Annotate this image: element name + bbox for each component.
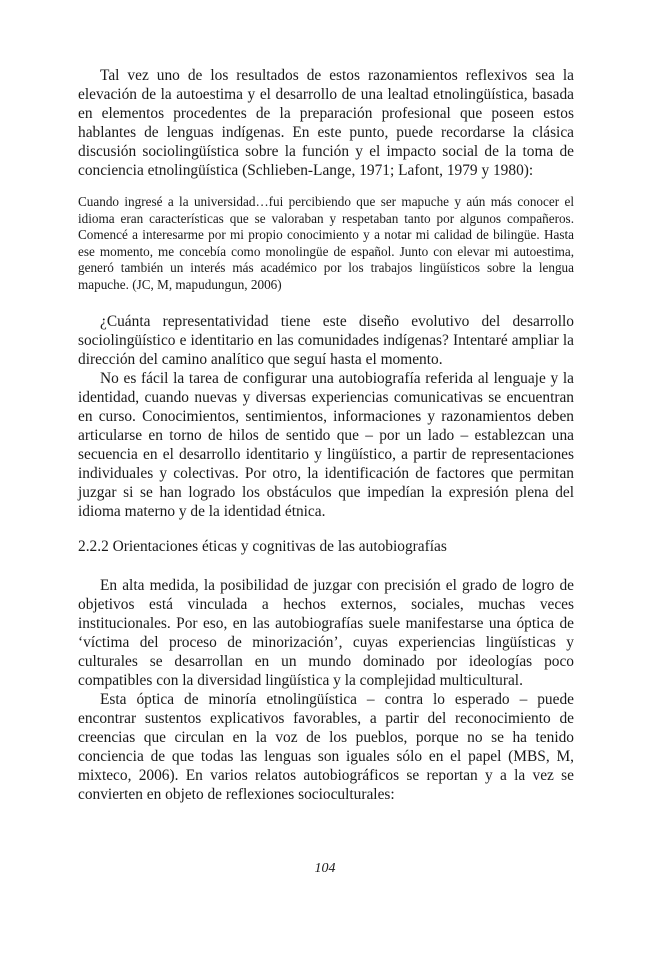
- page-body: [78, 66, 574, 804]
- block-quote: Cuando ingresé a la universidad…fui percibiendo que ser mapuche y aún más conocer el idioma eran características que se valoraban y respetaban tanto por algunos compañeros. Comencé a interesarme por mi propio conocimiento y a notar mi calidad de bilingüe. Hasta ese momento, me concebía como monolingüe de español. Junto con elevar mi autoestima, generó también un interés más académico por los trabajos lingüísticos sobre la lengua mapuche. (JC, M, mapudungun, 2006): [78, 194, 574, 292]
- paragraph-1: Tal vez uno de los resultados de estos razonamientos reflexivos sea la elevación de la autoestima y el desarrollo de una lealtad etnolingüística, basada en elementos procedentes de la preparación profesional que poseen estos hablantes de lenguas indígenas. En este punto, puede recordarse la clásica discusión sociolingüística sobre la función y el impacto social de la toma de conciencia etnolingüística (Schlieben-Lange, 1971; Lafont, 1979 y 1980):: [78, 67, 574, 179]
- paragraph-5: Esta óptica de minoría etnolingüística – contra lo esperado – puede encontrar sustentos explicativos favorables, a partir del reconocimiento de creencias que circulan en la voz de los pueblos, porque no se ha tenido conciencia de que todas las lenguas son iguales sólo en el papel (MBS, M, mixteco, 2006). En varios relatos autobiográficos se reportan y a la vez se convierten en objeto de reflexiones socioculturales:: [78, 690, 574, 803]
- paragraph-4: En alta medida, la posibilidad de juzgar con precisión el grado de logro de objetivos está vinculada a hechos externos, sociales, muchas veces institucionales. Por eso, en las autobiografías suele manifestarse una óptica de ‘víctima del proceso de minorización’, cuyas experiencias lingüísticas y culturales se desarrollan en un mundo dominado por ideologías poco compatibles con la diversidad lingüística y la complejidad multicultural.: [78, 576, 574, 689]
- page-number: 104: [314, 861, 336, 876]
- paragraph-2: ¿Cuánta representatividad tiene este diseño evolutivo del desarrollo sociolingüístico e identitario en las comunidades indígenas? Intentaré ampliar la dirección del camino analítico que seguí hasta el momento.: [78, 312, 574, 368]
- section-heading: 2.2.2 Orientaciones éticas y cognitivas de las autobiografías: [78, 537, 447, 555]
- paragraph-3: No es fácil la tarea de configurar una autobiografía referida al lenguaje y la identidad, cuando nuevas y diversas experiencias comunicativas se encuentran en curso. Conocimientos, sentimientos, informaciones y razonamientos deben articularse en torno de hilos de sentido que – por un lado – establezcan una secuencia en el desarrollo identitario y lingüístico, a partir de representaciones individuales y colectivas. Por otro, la identificación de factores que permitan juzgar si se han logrado los obstáculos que impedían la expresión plena del idioma materno y de la identidad étnica.: [78, 369, 574, 520]
